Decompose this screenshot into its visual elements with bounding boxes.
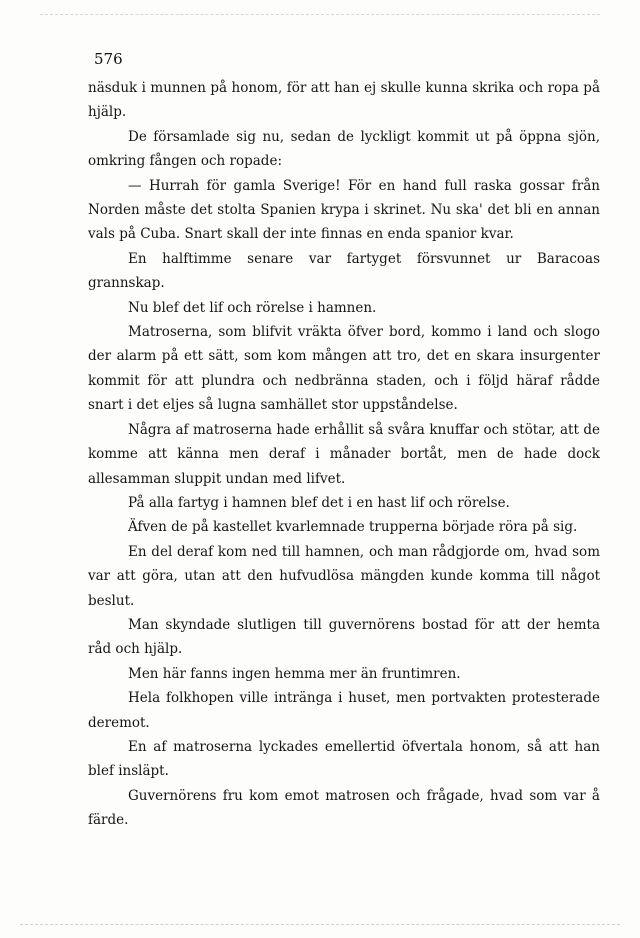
scan-top-edge <box>40 14 600 15</box>
paragraph: Guvernörens fru kom emot matrosen och frågade, hvad som var å färde. <box>88 787 600 829</box>
body-text <box>88 76 600 833</box>
paragraph: En halftimme senare var fartyget försvunnet ur Baracoas grannskap. <box>88 250 600 292</box>
page-number: 576 <box>94 50 123 68</box>
paragraph: Man skyndade slutligen till guvernörens bostad för att der hemta råd och hjälp. <box>88 616 600 658</box>
paragraph: Hela folkhopen ville intränga i huset, men portvakten protesterade deremot. <box>88 690 600 731</box>
paragraph: En del deraf kom ned till hamnen, och man rådgjorde om, hvad som var att göra, utan att den hufvudlösa mängden kunde komma till något beslut. <box>88 543 600 609</box>
paragraph: De församlade sig nu, sedan de lyckligt kommit ut på öppna sjön, omkring fången och ropade: <box>88 128 600 170</box>
paragraph: näsduk i munnen på honom, för att han ej skulle kunna skrika och ropa på hjälp. <box>88 80 600 121</box>
scan-bottom-edge <box>20 924 620 925</box>
paragraph: På alla fartyg i hamnen blef det i en hast lif och rörelse. <box>128 494 510 511</box>
paragraph: En af matroserna lyckades emellertid öfvertala honom, så att han blef insläpt. <box>88 738 600 780</box>
paragraph: Äfven de på kastellet kvarlemnade trupperna började röra på sig. <box>128 519 578 536</box>
paragraph: Matroserna, som blifvit vräkta öfver bord, kommo i land och slogo der alarm på ett sätt, som kom mången att tro, det en skara insurgenter kommit för att plundra och nedbränna staden, och i följd häraf rådde snart i det eljes så lugna samhället stor uppståndelse. <box>88 324 600 414</box>
paragraph: Några af matroserna hade erhållit så svåra knuffar och stötar, att de komme att känna men deraf i månader bortåt, men de hade dock allesamman sluppit undan med lifvet. <box>88 421 600 487</box>
paragraph: Men här fanns ingen hemma mer än fruntimren. <box>128 665 461 682</box>
paragraph: — Hurrah för gamla Sverige! För en hand full raska gossar från Norden måste det stolta Spanien krypa i skrinet. Nu ska' det bli en annan vals på Cuba. Snart skall der inte finnas en enda spanior kvar. <box>88 177 600 243</box>
paragraph: Nu blef det lif och rörelse i hamnen. <box>128 299 377 316</box>
